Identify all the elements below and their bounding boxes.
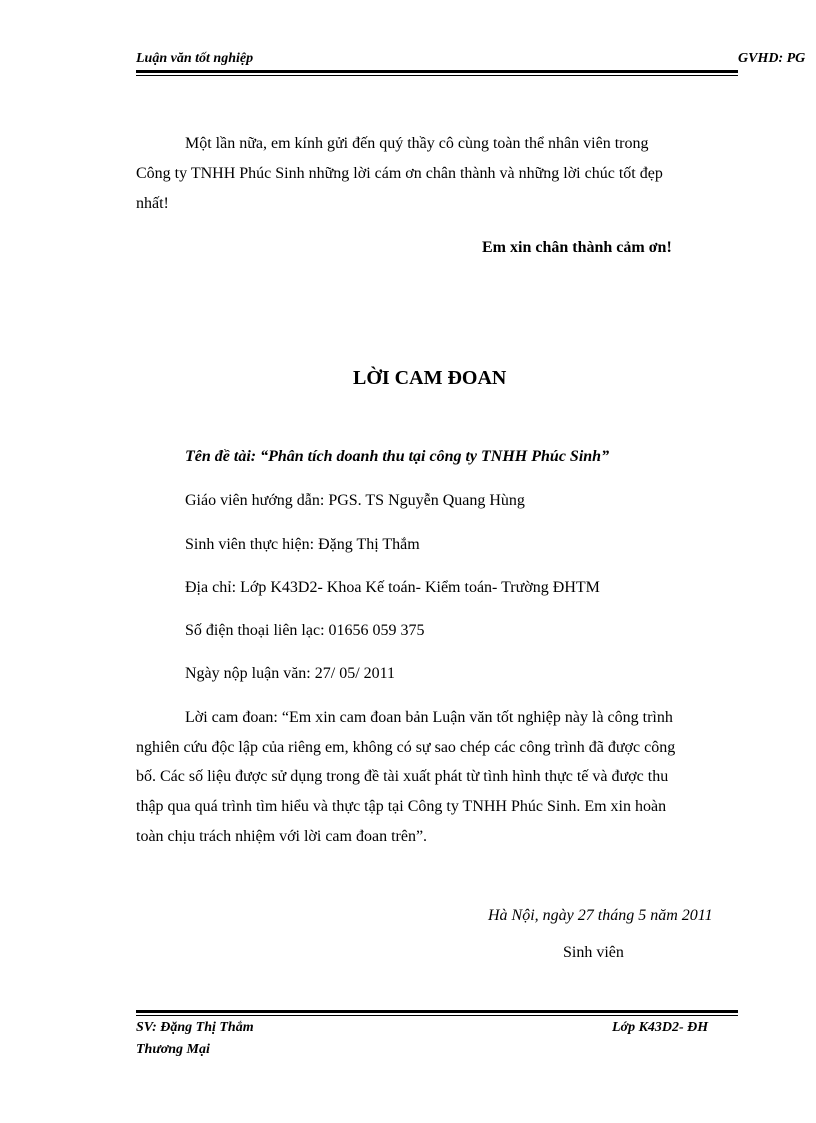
student-line: Sinh viên thực hiện: Đặng Thị Thắm xyxy=(185,536,420,553)
advisor-line: Giáo viên hướng dẫn: PGS. TS Nguyễn Quang Hùng xyxy=(185,492,525,509)
place-date: Hà Nội, ngày 27 tháng 5 năm 2011 xyxy=(488,907,713,924)
phone-line: Số điện thoại liên lạc: 01656 059 375 xyxy=(185,622,425,639)
thanks-line-1: Một lần nữa, em kính gửi đến quý thầy cô cùng toàn thể nhân viên trong xyxy=(185,135,649,152)
thanks-line-3: nhất! xyxy=(136,195,169,212)
header-right: GVHD: PG xyxy=(738,51,806,66)
footer-left-line-1: SV: Đặng Thị Thắm xyxy=(136,1020,254,1035)
header-left: Luận văn tốt nghiệp xyxy=(136,51,254,66)
thanks-line-2: Công ty TNHH Phúc Sinh những lời cám ơn chân thành và những lời chúc tốt đẹp xyxy=(136,165,663,182)
statement-line-3: bố. Các số liệu được sử dụng trong đề tài xuất phát từ tình hình thực tế và được thu xyxy=(136,768,669,785)
thanks-closing: Em xin chân thành cảm ơn! xyxy=(482,239,672,256)
statement-line-4: thập qua quá trình tìm hiểu và thực tập tại Công ty TNHH Phúc Sinh. Em xin hoàn xyxy=(136,798,667,815)
footer-left-line-2: Thương Mại xyxy=(136,1042,210,1057)
statement-line-1: Lời cam đoan: “Em xin cam đoan bản Luận văn tốt nghiệp này là công trình xyxy=(185,709,673,726)
signer-label: Sinh viên xyxy=(563,944,624,961)
topic-line: Tên đề tài: “Phân tích doanh thu tại công ty TNHH Phúc Sinh” xyxy=(185,448,610,465)
footer-rule xyxy=(136,1010,738,1016)
footer-right: Lớp K43D2- ĐH xyxy=(612,1020,709,1035)
submit-date-line: Ngày nộp luận văn: 27/ 05/ 2011 xyxy=(185,665,396,682)
statement-line-5: toàn chịu trách nhiệm với lời cam đoan trên”. xyxy=(136,828,428,845)
header-rule xyxy=(136,70,738,76)
page-title: LỜI CAM ĐOAN xyxy=(353,367,507,389)
address-line: Địa chỉ: Lớp K43D2- Khoa Kế toán- Kiểm toán- Trường ĐHTM xyxy=(185,579,600,596)
statement-line-2: nghiên cứu độc lập của riêng em, không có sự sao chép các công trình đã được công xyxy=(136,739,676,756)
